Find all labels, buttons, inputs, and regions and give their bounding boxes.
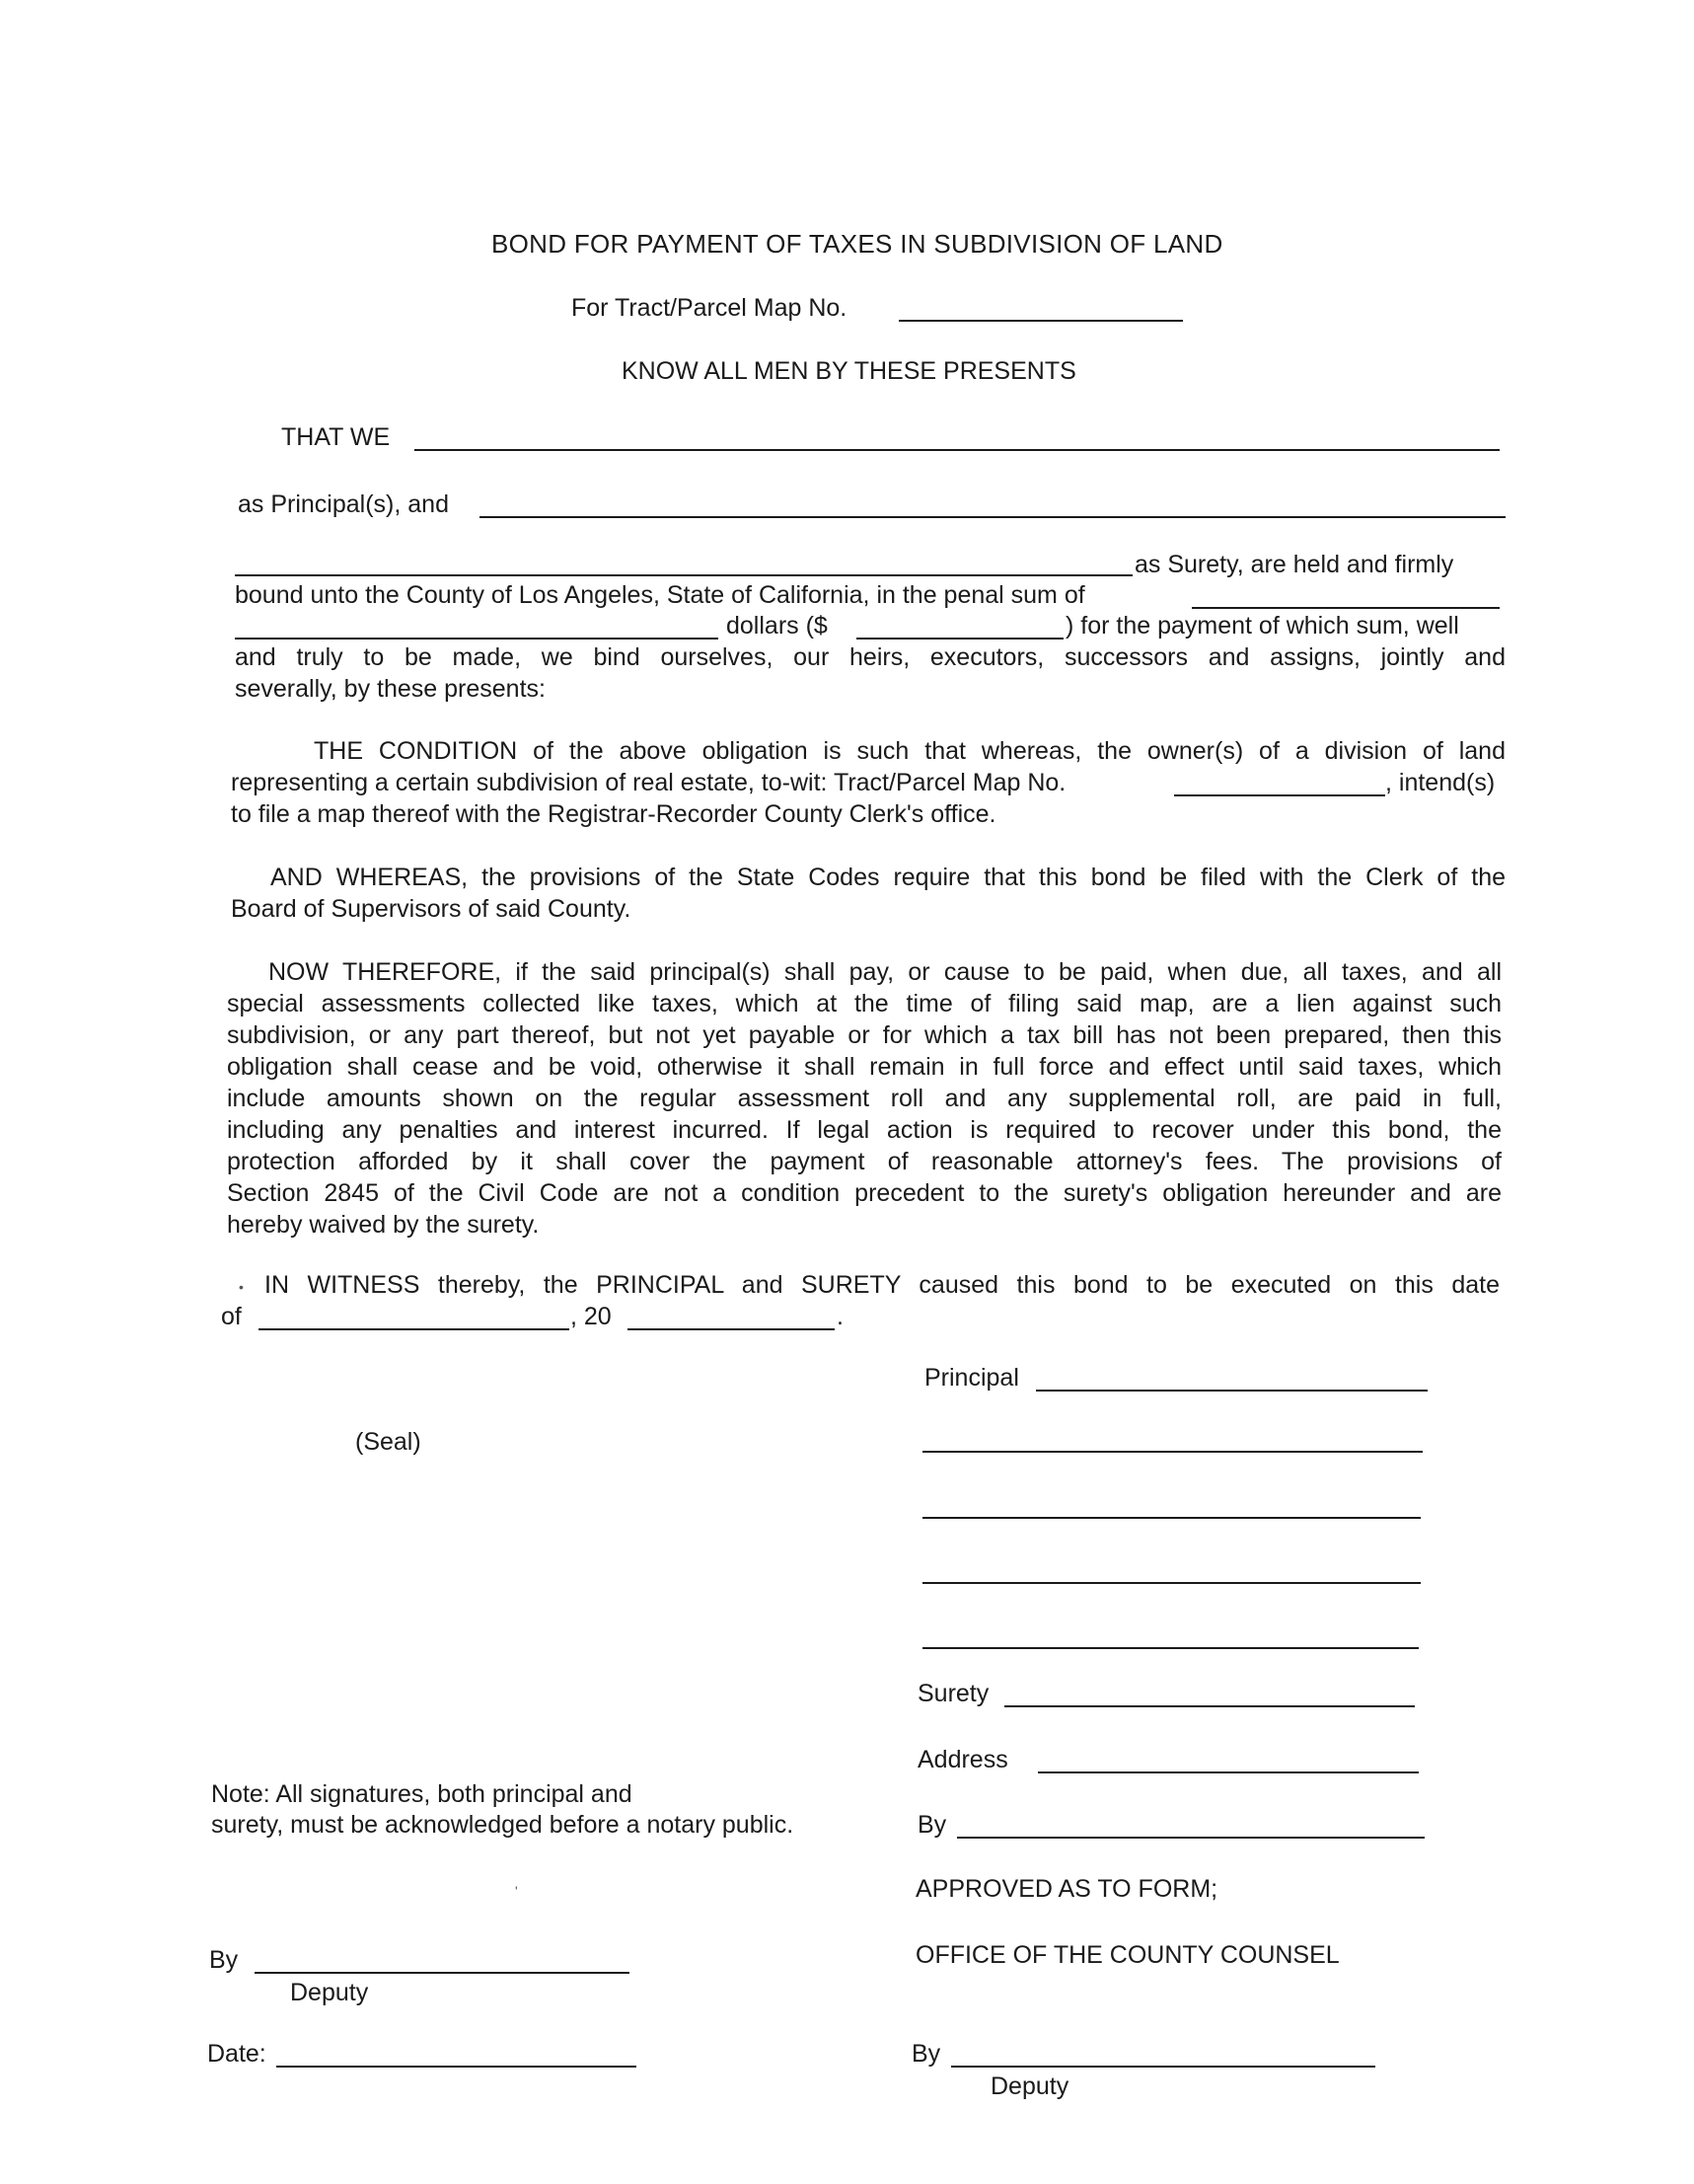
- address-label: Address: [918, 1746, 1008, 1773]
- counsel-by-label: By: [912, 2040, 941, 2068]
- bond-line-4: and truly to be made, we bind ourselves, our heirs, executors, successors and assigns, jointly and: [235, 643, 1506, 671]
- stray-mark: •: [239, 1279, 244, 1295]
- now-line-8: Section 2845 of the Civil Code are not a condition precedent to the surety's obligation hereunder and are: [227, 1179, 1502, 1207]
- principal-signature-line-4[interactable]: [922, 1582, 1421, 1584]
- surety-name-blank-2[interactable]: [235, 574, 1133, 576]
- counsel-deputy-label: Deputy: [991, 2072, 1069, 2100]
- document-title: BOND FOR PAYMENT OF TAXES IN SUBDIVISION OF LAND: [491, 229, 1223, 259]
- surety-signature-blank[interactable]: [1004, 1705, 1415, 1707]
- counsel-by-blank[interactable]: [951, 2066, 1375, 2068]
- note-line-2: surety, must be acknowledged before a notary public.: [211, 1811, 794, 1839]
- that-we-blank[interactable]: [414, 449, 1500, 451]
- bond-paragraph-tail: [235, 641, 1506, 705]
- now-therefore-paragraph: [227, 956, 1502, 1241]
- witness-line-2b: , 20: [570, 1303, 612, 1330]
- left-by-blank[interactable]: [255, 1972, 629, 1974]
- whereas-paragraph: [231, 862, 1506, 925]
- now-line-5: include amounts shown on the regular assessment roll and any supplemental roll, are paid in full,: [227, 1085, 1502, 1112]
- stray-mark-2: ': [515, 1883, 518, 1899]
- date-blank[interactable]: [276, 2066, 636, 2068]
- address-blank[interactable]: [1038, 1771, 1419, 1773]
- witness-date-blank[interactable]: [258, 1328, 569, 1330]
- approved-label: APPROVED AS TO FORM;: [916, 1875, 1218, 1903]
- map-number-label: For Tract/Parcel Map No.: [571, 294, 847, 322]
- now-line-6: including any penalties and interest incurred. If legal action is required to recover under this bond, the: [227, 1116, 1502, 1144]
- know-all-heading: KNOW ALL MEN BY THESE PRESENTS: [622, 357, 1076, 385]
- condition-line-2b: , intend(s): [1385, 769, 1496, 796]
- surety-by-label: By: [918, 1811, 947, 1839]
- that-we-label: THAT WE: [281, 423, 391, 451]
- bond-line-3a: dollars ($: [726, 612, 828, 640]
- principal-signature-line-3[interactable]: [922, 1517, 1421, 1519]
- now-line-3: subdivision, or any part thereof, but not yet payable or for which a tax bill has not been prepared, then this: [227, 1021, 1502, 1049]
- penal-sum-amount-blank[interactable]: [856, 638, 1064, 640]
- note-line-1: Note: All signatures, both principal and: [211, 1780, 632, 1808]
- witness-line-1: IN WITNESS thereby, the PRINCIPAL and SURETY caused this bond to be executed on this date: [264, 1271, 1500, 1299]
- principals-label: as Principal(s), and: [238, 490, 449, 518]
- surety-name-blank[interactable]: [479, 516, 1506, 518]
- bond-line-5: severally, by these presents:: [235, 675, 546, 703]
- condition-map-number-blank[interactable]: [1174, 794, 1385, 796]
- bond-line-1: as Surety, are held and firmly: [1135, 551, 1454, 578]
- left-by-label: By: [209, 1946, 239, 1974]
- seal-label: (Seal): [355, 1428, 421, 1456]
- whereas-line-1: AND WHEREAS, the provisions of the State Codes require that this bond be filed with the Clerk of the: [270, 864, 1506, 891]
- witness-year-blank[interactable]: [627, 1328, 835, 1330]
- now-line-4: obligation shall cease and be void, otherwise it shall remain in full force and effect until said taxes, which: [227, 1053, 1502, 1081]
- principal-signature-line-2[interactable]: [922, 1451, 1423, 1453]
- penal-sum-words-blank[interactable]: [1192, 607, 1500, 609]
- condition-line-3: to file a map thereof with the Registrar-Recorder County Clerk's office.: [231, 800, 996, 828]
- whereas-line-2: Board of Supervisors of said County.: [231, 895, 631, 923]
- principal-signature-line-5[interactable]: [922, 1647, 1419, 1649]
- now-line-1: NOW THEREFORE, if the said principal(s) shall pay, or cause to be paid, when due, all taxes, and all: [268, 958, 1502, 986]
- now-line-2: special assessments collected like taxes, which at the time of filing said map, are a lien against such: [227, 990, 1502, 1017]
- now-line-7: protection afforded by it shall cover the payment of reasonable attorney's fees. The provisions of: [227, 1148, 1502, 1175]
- bond-line-2: bound unto the County of Los Angeles, State of California, in the penal sum of: [235, 581, 1085, 609]
- condition-paragraph: [231, 735, 1506, 767]
- witness-line-2c: .: [837, 1303, 844, 1330]
- condition-line-1: THE CONDITION of the above obligation is such that whereas, the owner(s) of a division of land: [314, 737, 1506, 765]
- left-deputy-label: Deputy: [290, 1979, 369, 2006]
- penal-sum-words-blank-2[interactable]: [235, 638, 718, 640]
- surety-by-blank[interactable]: [957, 1837, 1425, 1839]
- witness-paragraph: [225, 1269, 1500, 1301]
- bond-line-3b: ) for the payment of which sum, well: [1066, 612, 1459, 640]
- principal-label: Principal: [924, 1364, 1019, 1392]
- principal-signature-blank[interactable]: [1036, 1390, 1428, 1392]
- map-number-blank[interactable]: [899, 320, 1183, 322]
- date-label: Date:: [207, 2040, 266, 2068]
- now-line-9: hereby waived by the surety.: [227, 1211, 540, 1239]
- witness-line-2a: of: [221, 1303, 242, 1330]
- surety-label: Surety: [918, 1680, 990, 1707]
- condition-line-2a: representing a certain subdivision of real estate, to-wit: Tract/Parcel Map No.: [231, 769, 1067, 796]
- office-label: OFFICE OF THE COUNTY COUNSEL: [916, 1941, 1340, 1969]
